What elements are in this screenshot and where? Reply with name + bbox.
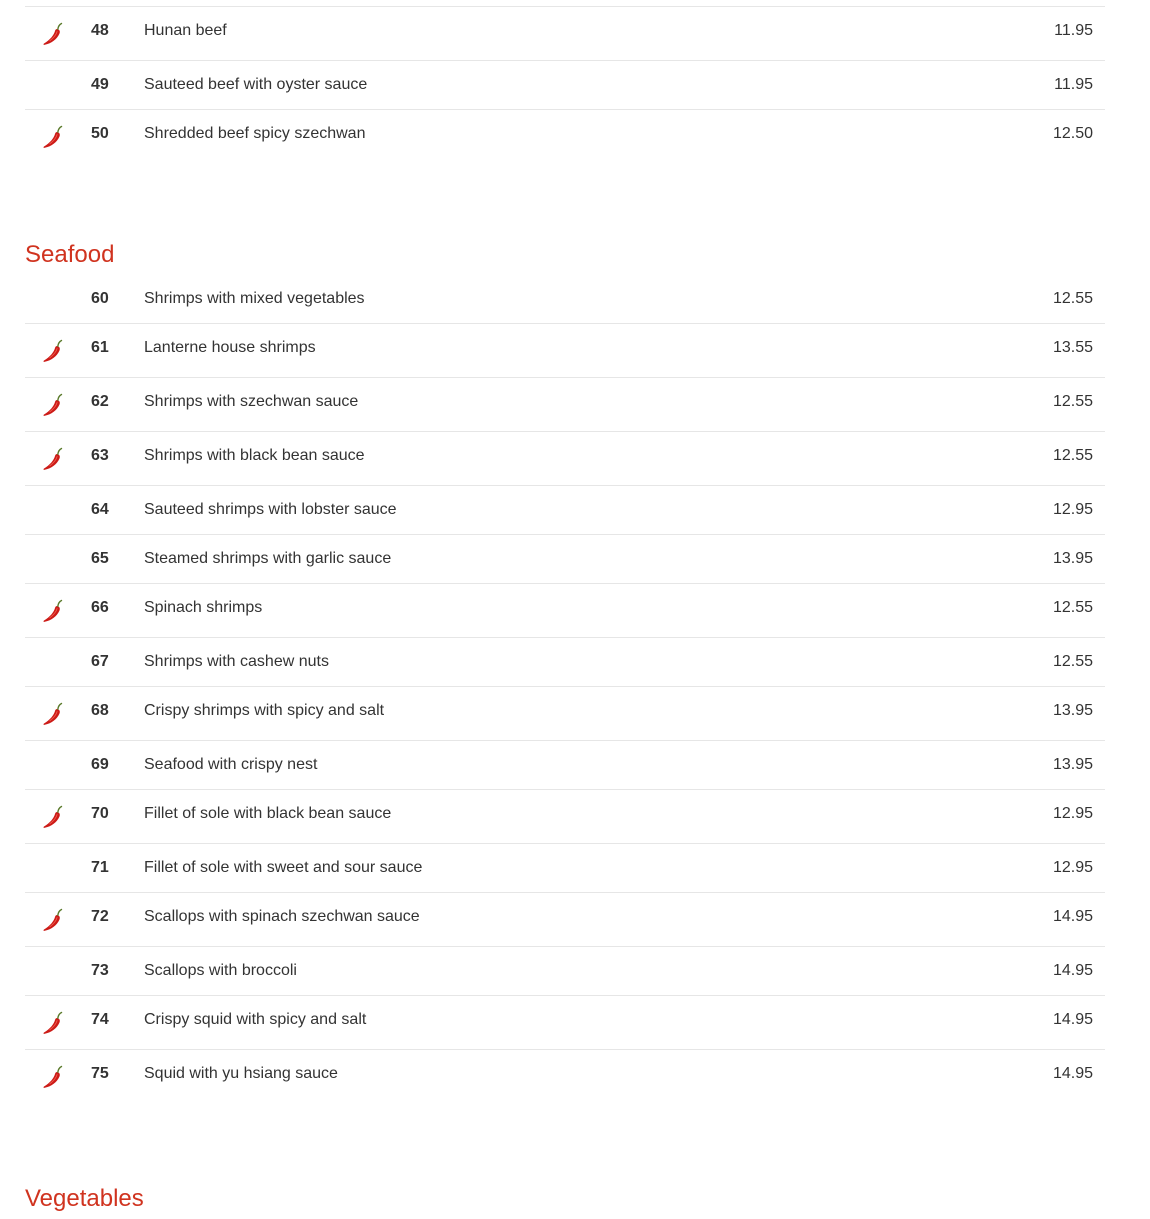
- item-number: 49: [91, 76, 109, 93]
- spicy-indicator-cell: [25, 584, 91, 638]
- item-price: 11.95: [1054, 76, 1093, 93]
- item-number: 61: [91, 339, 109, 356]
- item-number: 74: [91, 1011, 109, 1028]
- spicy-indicator-cell: [25, 432, 91, 486]
- spicy-indicator-cell: [25, 790, 91, 844]
- chili-pepper-icon: [41, 124, 65, 150]
- chili-pepper-icon: [41, 446, 65, 472]
- chili-pepper-icon: [41, 338, 65, 364]
- beef-menu-table: [25, 7, 1105, 163]
- spicy-indicator-cell: [25, 741, 91, 790]
- spicy-indicator-cell: [25, 486, 91, 535]
- menu-item-row: [25, 324, 1105, 378]
- item-price: 11.95: [1054, 22, 1093, 39]
- menu-item-row: [25, 844, 1105, 893]
- section-title-vegetables: Vegetables: [25, 1185, 144, 1212]
- menu-item-row: [25, 638, 1105, 687]
- item-name: Fillet of sole with black bean sauce: [144, 805, 392, 822]
- item-price: 14.95: [1052, 962, 1093, 979]
- item-name: Squid with yu hsiang sauce: [144, 1065, 338, 1082]
- item-number: 67: [91, 653, 109, 670]
- menu-item-row: [25, 535, 1105, 584]
- menu-item-row: [25, 486, 1105, 535]
- top-divider: [25, 0, 1105, 7]
- item-price: 14.95: [1052, 908, 1093, 925]
- spicy-indicator-cell: [25, 996, 91, 1050]
- item-number: 75: [91, 1065, 109, 1082]
- chili-pepper-icon: [41, 907, 65, 933]
- spicy-indicator-cell: [25, 110, 91, 164]
- item-price: 12.50: [1052, 125, 1093, 142]
- menu-item-row: [25, 893, 1105, 947]
- spicy-indicator-cell: [25, 275, 91, 324]
- spicy-indicator-cell: [25, 378, 91, 432]
- item-price: 13.95: [1052, 756, 1093, 773]
- item-number: 63: [91, 447, 109, 464]
- item-number: 72: [91, 908, 109, 925]
- section-title-seafood: Seafood: [25, 241, 115, 268]
- item-name: Shrimps with szechwan sauce: [144, 393, 359, 410]
- item-name: Shrimps with black bean sauce: [144, 447, 365, 464]
- spicy-indicator-cell: [25, 638, 91, 687]
- item-number: 62: [91, 393, 109, 410]
- seafood-menu-table: [25, 275, 1105, 1103]
- menu-item-row: [25, 275, 1105, 324]
- item-name: Hunan beef: [144, 22, 227, 39]
- chili-pepper-icon: [41, 1010, 65, 1036]
- item-price: 13.95: [1052, 702, 1093, 719]
- item-name: Shrimps with cashew nuts: [144, 653, 329, 670]
- item-name: Crispy shrimps with spicy and salt: [144, 702, 385, 719]
- spicy-indicator-cell: [25, 7, 91, 61]
- item-number: 71: [91, 859, 109, 876]
- menu-item-row: [25, 61, 1105, 110]
- chili-pepper-icon: [41, 21, 65, 47]
- item-price: 12.55: [1052, 653, 1093, 670]
- item-name: Spinach shrimps: [144, 599, 263, 616]
- spicy-indicator-cell: [25, 1050, 91, 1104]
- item-name: Sauteed shrimps with lobster sauce: [144, 501, 397, 518]
- spicy-indicator-cell: [25, 893, 91, 947]
- item-number: 64: [91, 501, 109, 518]
- item-name: Steamed shrimps with garlic sauce: [144, 550, 392, 567]
- item-price: 12.95: [1052, 805, 1093, 822]
- item-price: 13.55: [1052, 339, 1093, 356]
- item-price: 12.55: [1052, 290, 1093, 307]
- chili-pepper-icon: [41, 804, 65, 830]
- item-price: 12.55: [1052, 599, 1093, 616]
- item-number: 60: [91, 290, 109, 307]
- spicy-indicator-cell: [25, 535, 91, 584]
- menu-item-row: [25, 584, 1105, 638]
- menu-item-row: [25, 7, 1105, 61]
- item-price: 12.95: [1052, 501, 1093, 518]
- item-name: Scallops with broccoli: [144, 962, 297, 979]
- menu-item-row: [25, 110, 1105, 164]
- item-name: Crispy squid with spicy and salt: [144, 1011, 367, 1028]
- spicy-indicator-cell: [25, 324, 91, 378]
- menu-item-row: [25, 378, 1105, 432]
- spicy-indicator-cell: [25, 844, 91, 893]
- menu-page: [25, 0, 1105, 1219]
- menu-item-row: [25, 996, 1105, 1050]
- item-number: 68: [91, 702, 109, 719]
- item-price: 12.55: [1052, 393, 1093, 410]
- item-name: Shredded beef spicy szechwan: [144, 125, 366, 142]
- chili-pepper-icon: [41, 598, 65, 624]
- item-number: 73: [91, 962, 109, 979]
- spicy-indicator-cell: [25, 947, 91, 996]
- menu-item-row: [25, 432, 1105, 486]
- item-price: 12.95: [1052, 859, 1093, 876]
- menu-item-row: [25, 687, 1105, 741]
- spicy-indicator-cell: [25, 61, 91, 110]
- item-name: Lanterne house shrimps: [144, 339, 316, 356]
- item-number: 70: [91, 805, 109, 822]
- menu-item-row: [25, 1050, 1105, 1104]
- item-price: 14.95: [1052, 1011, 1093, 1028]
- item-number: 65: [91, 550, 109, 567]
- menu-item-row: [25, 741, 1105, 790]
- item-price: 14.95: [1052, 1065, 1093, 1082]
- chili-pepper-icon: [41, 701, 65, 727]
- item-price: 12.55: [1052, 447, 1093, 464]
- item-number: 69: [91, 756, 109, 773]
- menu-item-row: [25, 790, 1105, 844]
- menu-item-row: [25, 947, 1105, 996]
- item-number: 48: [91, 22, 109, 39]
- item-name: Fillet of sole with sweet and sour sauce: [144, 859, 423, 876]
- item-name: Sauteed beef with oyster sauce: [144, 76, 368, 93]
- item-name: Seafood with crispy nest: [144, 756, 318, 773]
- item-name: Shrimps with mixed vegetables: [144, 290, 365, 307]
- item-price: 13.95: [1052, 550, 1093, 567]
- item-number: 50: [91, 125, 109, 142]
- chili-pepper-icon: [41, 392, 65, 418]
- chili-pepper-icon: [41, 1064, 65, 1090]
- item-name: Scallops with spinach szechwan sauce: [144, 908, 420, 925]
- item-number: 66: [91, 599, 109, 616]
- spicy-indicator-cell: [25, 687, 91, 741]
